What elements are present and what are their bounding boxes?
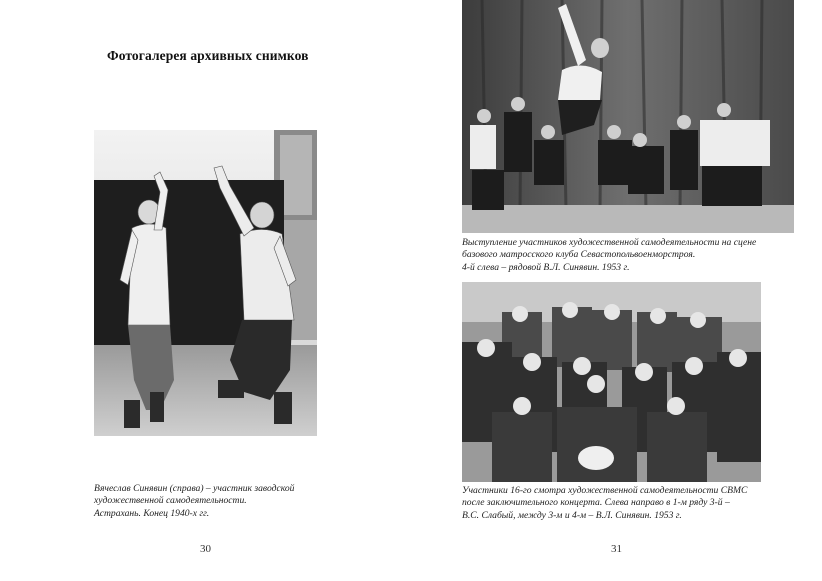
page-title: Фотогалерея архивных снимков [107,48,309,63]
caption-line: Выступление участников художественной самодеятельности на сцене [462,237,757,248]
caption-line: Астрахань. Конец 1940-х гг. [94,507,210,519]
photo-group-soldiers-image [462,282,761,482]
page-number-left: 30 [200,543,211,555]
caption-line: В.С. Слабый, между 3-м и 4-м – В.Л. Синявин. 1953 г. [462,509,682,521]
stage-photo-caption [462,237,756,274]
photo-two-dancers-image [94,130,317,436]
caption-line: художественной самодеятельности. [94,495,247,507]
photo-stage-performance-image [462,0,794,233]
photo-stage-performance [462,0,794,233]
page-number-right: 31 [611,543,622,555]
caption-line: 4-й слева – рядовой В.Л. Синявин. 1953 г. [462,261,630,273]
photo-group-soldiers [462,282,761,482]
group-photo-caption [462,485,747,522]
caption-line: базового матросского клуба Севастопольвоенморстроя. [462,249,696,261]
caption-line: Вячеслав Синявин (справа) – участник заводской [94,483,295,494]
caption-line: после заключительного концерта. Слева направо в 1-м ряду 3-й – [462,497,730,509]
caption-line: Участники 16-го смотра художественной самодеятельности СВМС [462,485,748,496]
left-photo-caption [94,483,294,520]
photo-two-dancers [94,130,317,436]
